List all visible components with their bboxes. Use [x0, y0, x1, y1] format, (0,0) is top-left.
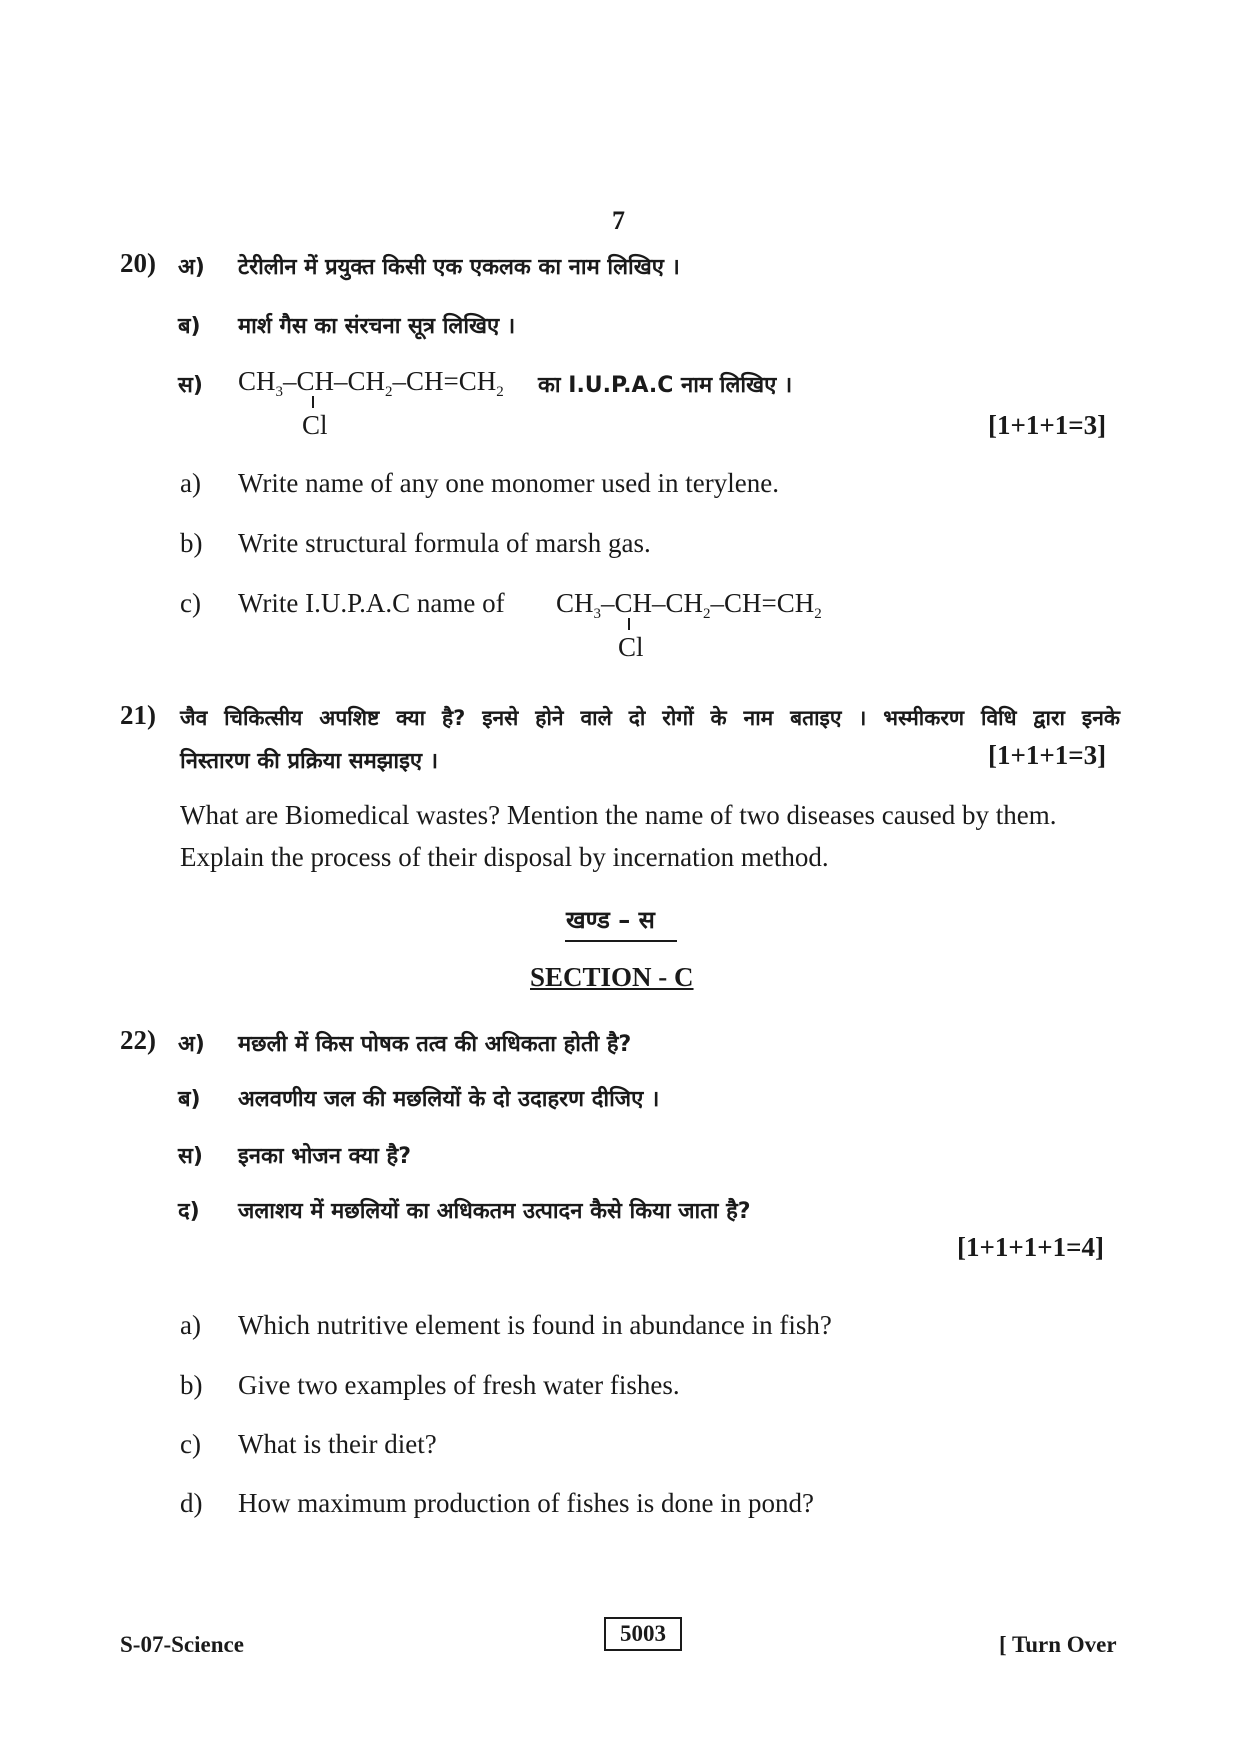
option-label: d) [180, 1488, 203, 1518]
question-text-english: How maximum production of fishes is done in pond? [238, 1488, 814, 1518]
marks: [1+1+1=3] [988, 410, 1107, 440]
question-text-hindi: का I.U.P.A.C नाम लिखिए । [538, 373, 793, 398]
option-label: a) [180, 1310, 201, 1340]
question-text-hindi: जलाशय में मछलियों का अधिकतम उत्पादन कैसे किया जाता है? [238, 1199, 751, 1224]
question-text-hindi: मार्श गैस का संरचना सूत्र लिखिए । [238, 314, 516, 339]
question-text-english: Which nutritive element is found in abundance in fish? [238, 1310, 832, 1340]
footer-paper-code: S-07-Science [120, 1632, 244, 1657]
bond-line [628, 618, 630, 630]
question-text-english: Write I.U.P.A.C name of [238, 588, 505, 618]
footer-booklet-code: 5003 [604, 1617, 682, 1651]
question-number: 20) [120, 248, 156, 278]
question-text-hindi: जैव चिकित्सीय अपशिष्ट क्या है? इनसे होने वाले दो रोगों के नाम बताइए । भस्मीकरण विधि द्वारा इनके [180, 706, 1120, 730]
question-text-hindi: इनका भोजन क्या है? [238, 1144, 411, 1169]
question-text-hindi: निस्तारण की प्रक्रिया समझाइए । [180, 749, 439, 774]
formula-substituent: Cl [618, 632, 644, 662]
formula-substituent: Cl [302, 410, 328, 440]
section-heading-hindi: खण्ड – स [566, 906, 655, 934]
option-label: ब) [178, 1087, 201, 1112]
question-text-english: Explain the process of their disposal by incernation method. [180, 842, 829, 872]
question-text-english: Give two examples of fresh water fishes. [238, 1370, 680, 1400]
question-text-english: What are Biomedical wastes? Mention the name of two diseases caused by them. [180, 800, 1057, 830]
question-number: 22) [120, 1025, 156, 1055]
option-label: अ) [178, 255, 205, 280]
marks: [1+1+1=3] [988, 740, 1107, 770]
bond-line [312, 396, 314, 408]
section-heading: SECTION - C [530, 962, 694, 992]
chemical-formula: $CH_3-CH-CH_2-CH=CH_2$ [238, 366, 504, 400]
option-label: द) [178, 1199, 200, 1224]
option-label: c) [180, 588, 201, 618]
page-number: 7 [612, 206, 625, 235]
option-label: a) [180, 468, 201, 498]
option-label: b) [180, 528, 203, 558]
marks: [1+1+1+1=4] [957, 1232, 1105, 1262]
option-label: ब) [178, 314, 201, 339]
option-label: c) [180, 1429, 201, 1459]
question-text-hindi: अलवणीय जल की मछलियों के दो उदाहरण दीजिए । [238, 1087, 660, 1112]
chemical-formula: $CH_3-CH-CH_2-CH=CH_2$ [556, 588, 822, 622]
section-underline [565, 940, 677, 942]
question-text-english: What is their diet? [238, 1429, 437, 1459]
footer-turn-over: [ Turn Over [999, 1632, 1117, 1657]
option-label: स) [178, 373, 203, 398]
question-number: 21) [120, 700, 156, 730]
question-text-hindi: टेरीलीन में प्रयुक्त किसी एक एकलक का नाम लिखिए । [238, 255, 680, 280]
option-label: अ) [178, 1032, 205, 1057]
question-text-english: Write name of any one monomer used in terylene. [238, 468, 779, 498]
question-text-hindi: मछली में किस पोषक तत्व की अधिकता होती है? [238, 1032, 632, 1057]
question-text-english: Write structural formula of marsh gas. [238, 528, 651, 558]
option-label: स) [178, 1144, 203, 1169]
option-label: b) [180, 1370, 203, 1400]
